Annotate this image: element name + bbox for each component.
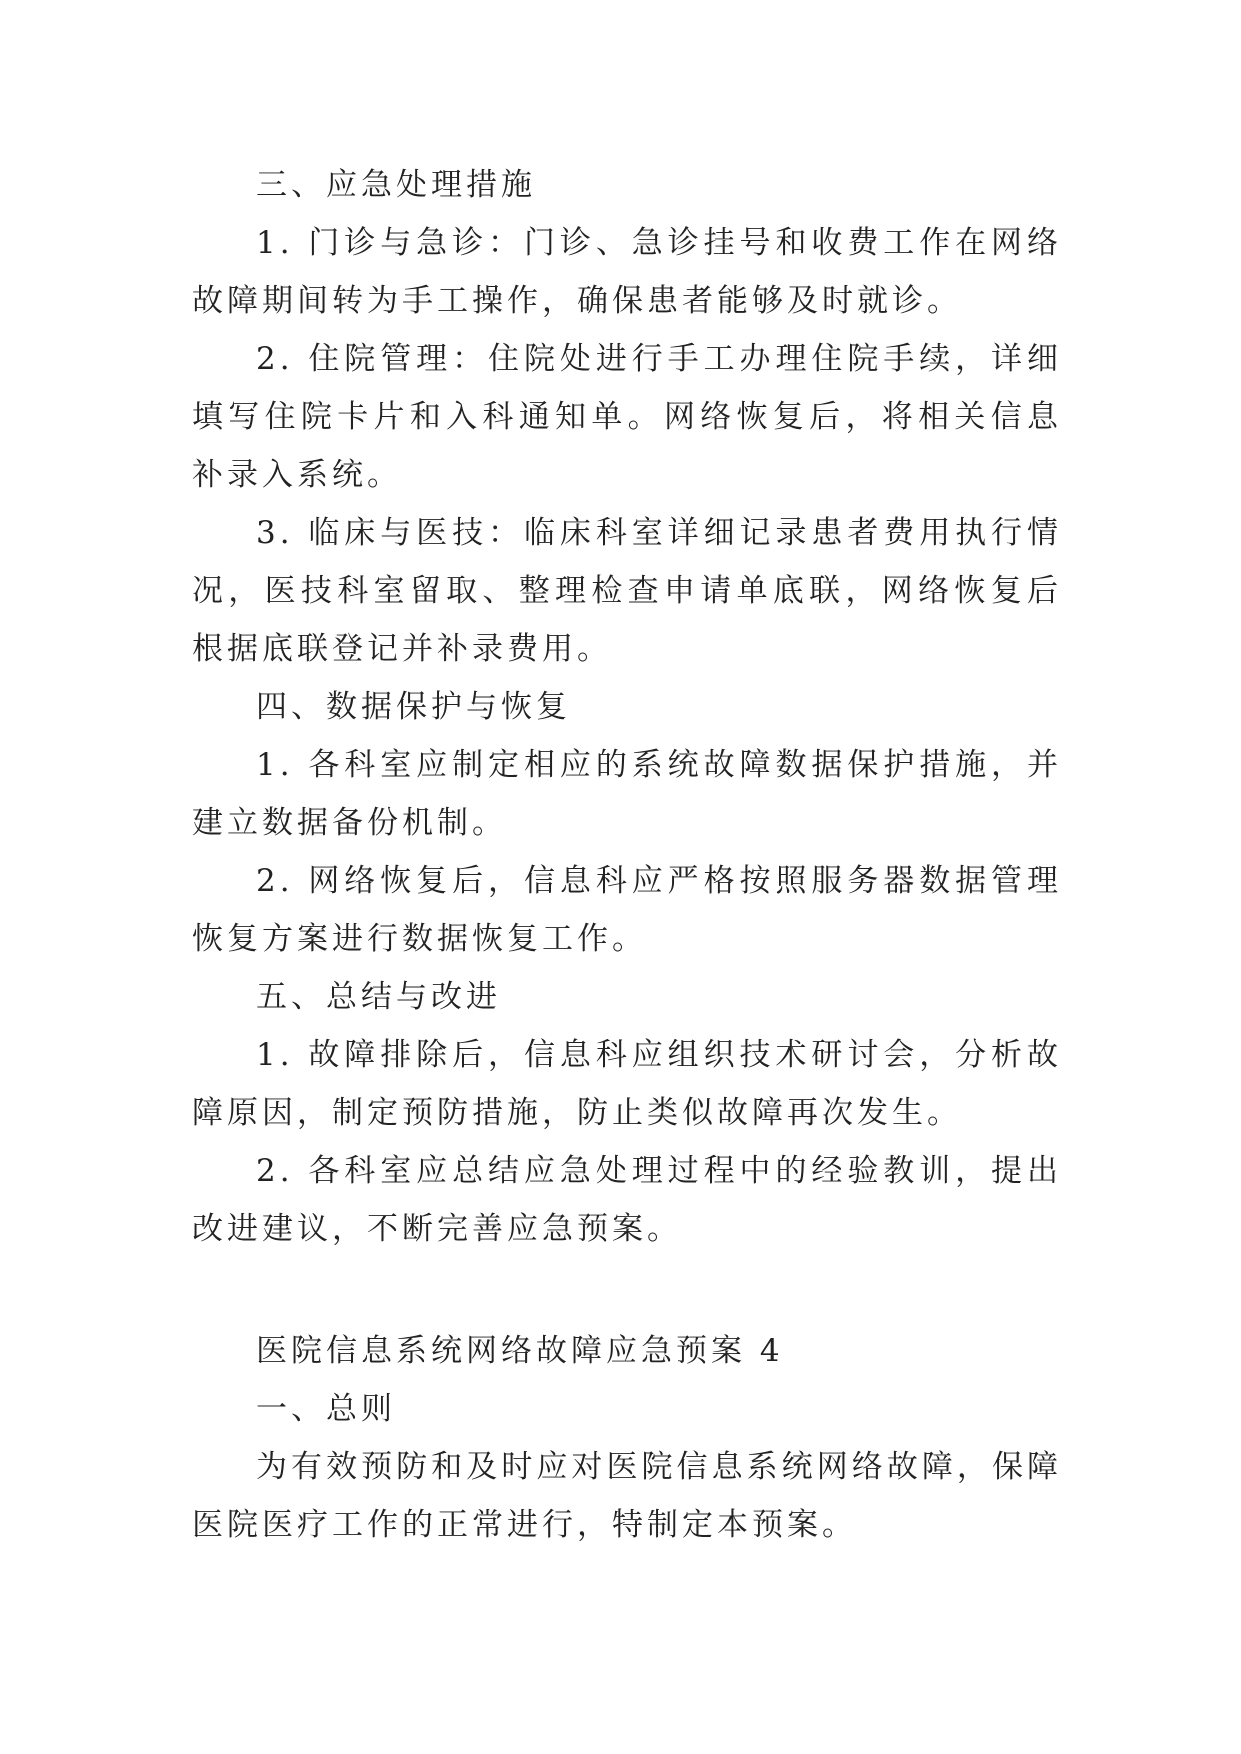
- section-heading-data-protection: 四、数据保护与恢复: [256, 689, 571, 725]
- paragraph-data-recovery: 2. 网络恢复后，信息科应严格按照服务器数据管理恢复方案进行数据恢复工作。: [192, 863, 1062, 957]
- paragraph-outpatient-emergency: 1. 门诊与急诊：门诊、急诊挂号和收费工作在网络故障期间转为手工操作，确保患者能够及时就诊。: [192, 225, 1062, 319]
- document-subtitle: 医院信息系统网络故障应急预案 4: [256, 1333, 784, 1369]
- paragraph-fault-analysis: 1. 故障排除后，信息科应组织技术研讨会，分析故障原因，制定预防措施，防止类似故障再次发生。: [192, 1037, 1062, 1131]
- paragraph-inpatient-management: 2. 住院管理：住院处进行手工办理住院手续，详细填写住院卡片和入科通知单。网络恢复后，将相关信息补录入系统。: [192, 341, 1062, 493]
- paragraph-lessons-learned: 2. 各科室应总结应急处理过程中的经验教训，提出改进建议，不断完善应急预案。: [192, 1153, 1062, 1247]
- document-body: [192, 156, 1062, 1554]
- section-heading-summary: 五、总结与改进: [256, 979, 501, 1015]
- paragraph-clinical-technical: 3. 临床与医技：临床科室详细记录患者费用执行情况，医技科室留取、整理检查申请单底联，网络恢复后根据底联登记并补录费用。: [192, 515, 1062, 667]
- section-spacer: [192, 1258, 1062, 1322]
- section-heading-general: 一、总则: [256, 1391, 396, 1427]
- section-heading-emergency-measures: 三、应急处理措施: [256, 167, 536, 203]
- paragraph-purpose: 为有效预防和及时应对医院信息系统网络故障，保障医院医疗工作的正常进行，特制定本预案。: [192, 1449, 1062, 1543]
- paragraph-data-backup: 1. 各科室应制定相应的系统故障数据保护措施，并建立数据备份机制。: [192, 747, 1062, 841]
